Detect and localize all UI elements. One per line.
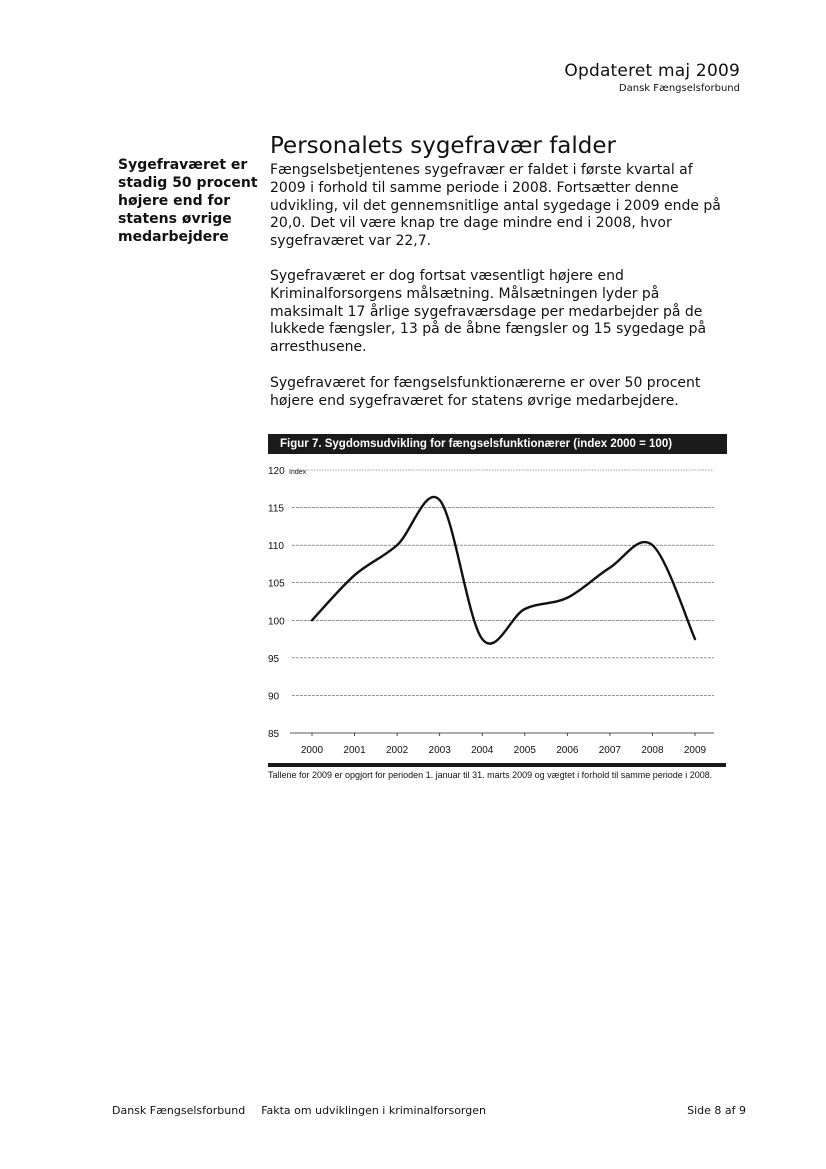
margin-note-line: Sygefraværet er bbox=[118, 157, 248, 173]
figure-rule bbox=[268, 763, 726, 767]
page-number: Side 8 af 9 bbox=[687, 1104, 746, 1117]
article-title: Personalets sygefravær falder bbox=[270, 133, 616, 159]
y-tick-label: 90 bbox=[268, 691, 280, 703]
article bbox=[270, 133, 740, 411]
text-line: 2009 i forhold til samme periode i 2008. Fortsætter denne bbox=[270, 179, 679, 196]
margin-note-line: højere end for bbox=[118, 193, 231, 209]
y-axis-label: Index bbox=[289, 469, 307, 476]
x-tick-label: 2004 bbox=[471, 745, 494, 756]
y-tick-label: 115 bbox=[268, 503, 284, 515]
paragraph-3 bbox=[270, 375, 740, 411]
footer-publication: Fakta om udviklingen i kriminalforsorgen bbox=[261, 1104, 486, 1117]
text-line: arresthusene. bbox=[270, 339, 367, 356]
figure-title: Figur 7. Sygdomsudvikling for fængselsfunktionærer (index 2000 = 100) bbox=[268, 434, 727, 454]
x-tick-label: 2009 bbox=[683, 745, 707, 756]
y-tick-label: 120 bbox=[268, 466, 285, 477]
margin-note-line: stadig 50 procent bbox=[118, 175, 258, 191]
x-tick-label: 2003 bbox=[428, 745, 451, 756]
x-tick-label: 2006 bbox=[556, 745, 579, 756]
paragraph-1 bbox=[270, 162, 740, 251]
margin-note-line: medarbejdere bbox=[118, 229, 229, 245]
paragraph-2 bbox=[270, 268, 740, 357]
x-tick-label: 2001 bbox=[343, 745, 366, 756]
text-line: højere end sygefraværet for statens øvrige medarbejdere. bbox=[270, 392, 679, 409]
text-line: Sygefraværet er dog fortsat væsentligt højere end bbox=[270, 267, 624, 284]
y-tick-label: 100 bbox=[268, 616, 285, 628]
x-tick-label: 2002 bbox=[385, 745, 409, 756]
text-line: Kriminalforsorgens målsætning. Målsætningen lyder på bbox=[270, 285, 660, 302]
text-line: 20,0. Det vil være knap tre dage mindre end i 2008, hvor bbox=[270, 215, 672, 232]
text-line: udvikling, vil det gennemsnitlige antal sygedage i 2009 ende på bbox=[270, 197, 721, 214]
y-tick-label: 95 bbox=[268, 653, 280, 665]
figure-note: Tallene for 2009 er opgjort for perioden 1. januar til 31. marts 2009 og vægtet i forhold til samme periode i 2008. bbox=[268, 770, 713, 780]
footer-left bbox=[112, 1104, 486, 1118]
text-line: sygefraværet var 22,7. bbox=[270, 233, 432, 250]
chart bbox=[262, 458, 722, 762]
x-tick-label: 2000 bbox=[300, 745, 324, 756]
x-tick-label: 2005 bbox=[513, 745, 536, 756]
text-line: maksimalt 17 årlige sygefraværsdage per medarbejder på de bbox=[270, 303, 703, 320]
margin-note-line: statens øvrige bbox=[118, 211, 232, 227]
page-header bbox=[564, 60, 740, 95]
y-tick-label: 105 bbox=[268, 578, 285, 590]
text-line: lukkede fængsler, 13 på de åbne fængsler og 15 sygedage på bbox=[270, 321, 707, 338]
footer-organization: Dansk Fængselsforbund bbox=[112, 1104, 246, 1117]
y-tick-label: 110 bbox=[268, 541, 284, 553]
series-line bbox=[312, 497, 695, 644]
text-line: Sygefraværet for fængselsfunktionærerne er over 50 procent bbox=[270, 374, 701, 391]
header-organization: Dansk Fængselsforbund bbox=[618, 83, 740, 94]
x-tick-label: 2007 bbox=[598, 745, 622, 756]
text-line: Fængselsbetjentenes sygefravær er faldet i første kvartal af bbox=[270, 162, 693, 178]
line-chart bbox=[262, 458, 722, 762]
margin-note bbox=[118, 156, 258, 246]
update-date: Opdateret maj 2009 bbox=[564, 61, 740, 81]
x-tick-label: 2008 bbox=[641, 745, 664, 756]
y-tick-label: 85 bbox=[268, 729, 280, 740]
